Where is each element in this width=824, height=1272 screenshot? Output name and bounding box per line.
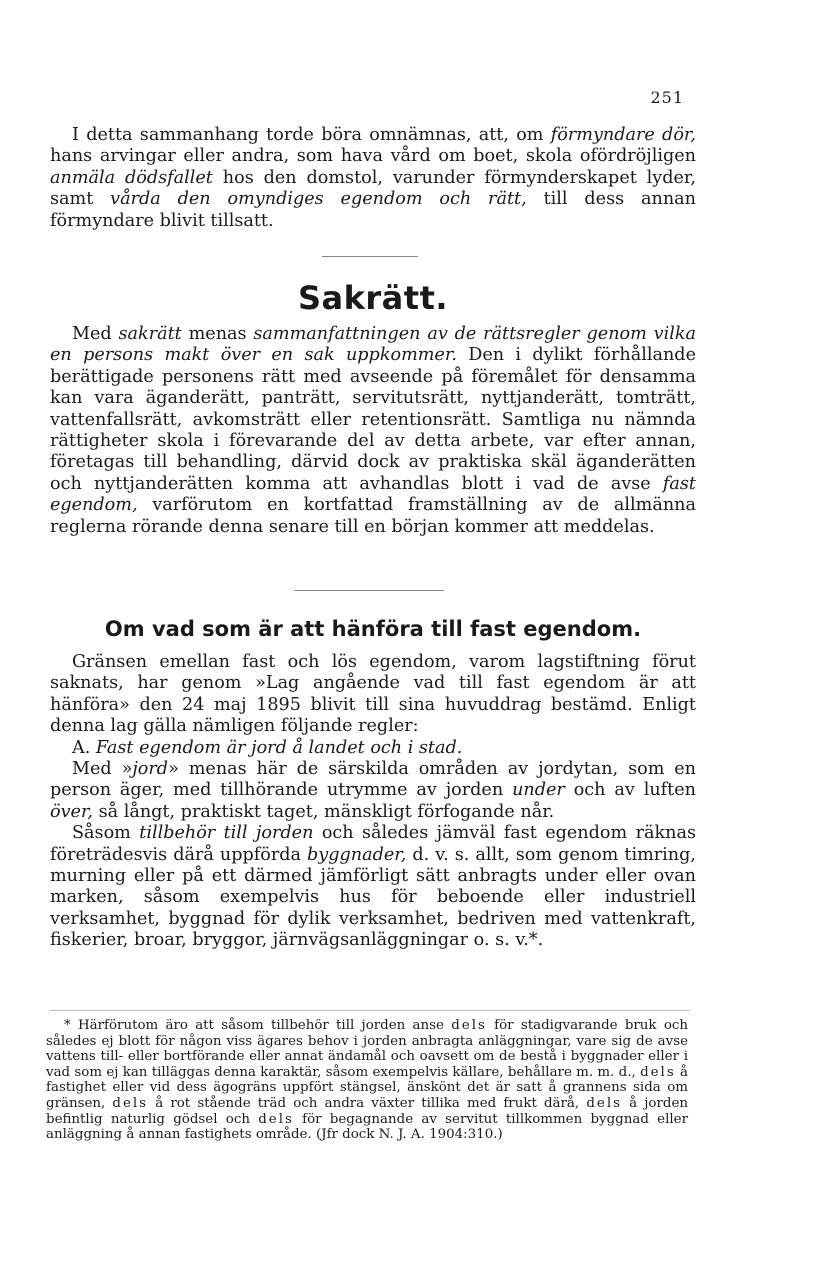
paragraph-tillbehor: Såsom tillbehör till jorden och således jämväl fast egendom räknas företrädesvis därå uppförda byggnader, d. v. s. allt, som genom timring, murning eller på ett därmed jämförligt sätt anbragts under eller ovan marken, såsom exempelvis hus för beboende eller industriell verksamhet, byggnad för dylik verksamhet, bedriven med vattenkraft, fiskerier, broar, bryggor, järnvägsanläggningar o. s. v.*. bbox=[50, 823, 696, 951]
footnote: * Härförutom äro att såsom tillbehör till jorden anse dels för stadigvarande bruk och således ej blott för någon viss ägares behov i jorden anbragta anläggningar, vare sig de avse vattens till- eller bortförande eller annat ändamål och oavsett om de bestå i byggnader eller i vad som ej kan tilläggas denna karaktär, såsom exempelvis källare, behållare m. m. d., dels å fastighet eller vid dess ägogräns uppfört stängsel, änskönt det är satt å grannens sida om gränsen, dels å rot stående träd och andra växter tillika med frukt därå, dels å jorden befintlig naturlig gödsel och dels för begagnande av servitut tillkommen byggnad eller anläggning å annan fastighets område. (Jfr dock N. J. A. 1904:310.) bbox=[46, 1018, 689, 1143]
footnote-rule bbox=[50, 1010, 690, 1011]
rule-a: A. Fast egendom är jord å landet och i stad. bbox=[72, 737, 463, 758]
separator-rule bbox=[322, 256, 418, 257]
paragraph-jord: Med »jord» menas här de särskilda områden av jordytan, som en person äger, med tillhörande utrymme av jorden under och av luften över, så långt, praktiskt taget, mänskligt förfogande når. bbox=[50, 759, 697, 822]
fast-egendom-text bbox=[50, 652, 696, 952]
intro-paragraph: I detta sammanhang torde böra omnämnas, att, om förmyndare dör, hans arvingar eller andra, som hava vård om boet, skola ofördröjligen anmäla dödsfallet hos den domstol, varunder förmynderskapet lyder, samt vårda den omyndiges egendom och rätt, till dess annan förmyndare blivit tillsatt. bbox=[50, 125, 696, 231]
sakratt-paragraph: Med sakrätt menas sammanfattningen av de rättsregler genom vilka en persons makt över en sak uppkommer. Den i dylikt förhållande berättigade personens rätt med avseende på föremålet för densamma kan vara äganderätt, panträtt, servitutsrätt, nyttjanderätt, tomträtt, vattenfallsrätt, avkomsträtt eller retentionsrätt. Samtliga nu nämnda rättigheter skola i förevarande del av detta arbete, var efter annan, företagas till behandling, därvid dock av praktiska skäl äganderätten och nyttjanderätten komma att avhandlas blott i vad de avse fast egendom, varförutom en kortfattad framställning av de allmänna reglerna rörande denna senare till en början kommer att meddelas. bbox=[50, 324, 696, 537]
separator-rule bbox=[294, 590, 444, 591]
section-title: Sakrätt. bbox=[297, 279, 449, 317]
paragraph-intro: Gränsen emellan fast och lös egendom, varom lagstiftning förut saknats, har genom »Lag angående vad till fast egendom är att hänföra» den 24 maj 1895 blivit till sina huvuddrag bestämd. Enligt denna lag gälla nämligen följande regler: bbox=[50, 652, 696, 737]
page-number: 251 bbox=[650, 88, 684, 107]
subsection-title: Om vad som är att hänföra till fast egendom. bbox=[104, 617, 642, 641]
